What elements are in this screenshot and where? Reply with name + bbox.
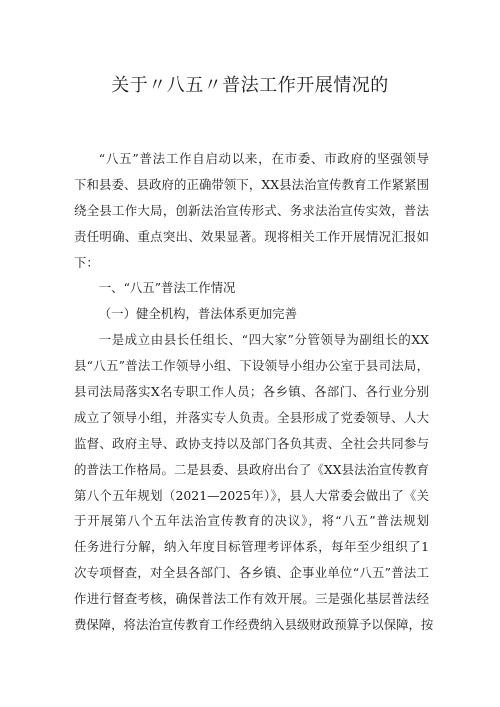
- body-line: 县“八五”普法工作领导小组、下设领导小组办公室于县司法局，: [74, 358, 429, 374]
- body-line: 于开展第八个五年法治宣传教育的决议》，将“八五”普法规划: [74, 513, 429, 529]
- body-line: 成立了领导小组，并落实专人负责。全县形成了党委领导、人大: [74, 409, 429, 425]
- body-line: 监督、政府主导、政协支持以及部门各负其责、全社会共同参与: [74, 435, 429, 451]
- body-line: 第八个五年规划（2021—2025年）》，县人大常委会做出了《关: [74, 487, 429, 503]
- body-line: （一）健全机构，普法体系更加完善: [98, 306, 298, 322]
- body-line: 下：: [74, 254, 99, 270]
- body-line: 作进行督查考核，确保普法工作有效开展。三是强化基层普法经: [74, 591, 429, 607]
- body-line: “八五”普法工作自启动以来，在市委、市政府的坚强领导: [98, 151, 429, 166]
- body-line: 一、“八五”普法工作情况: [98, 280, 236, 296]
- body-line: 县司法局落实X名专职工作人员；各乡镇、各部门、各行业分别: [74, 384, 429, 400]
- body-line: 费保障，将法治宣传教育工作经费纳入县级财政预算予以保障，按: [74, 617, 434, 633]
- body-line: 绕全县工作大局，创新法治宣传形式、务求法治宣传实效，普法: [74, 202, 429, 218]
- body-line: 下和县委、县政府的正确带领下，XX县法治宣传教育工作紧紧围: [74, 176, 429, 192]
- body-line: 次专项督查，对全县各部门、各乡镇、企事业单位“八五”普法工: [74, 565, 429, 581]
- body-line: 任务进行分解，纳入年度目标管理考评体系，每年至少组织了1: [74, 539, 429, 555]
- document-body: [74, 146, 434, 638]
- body-line: 的普法工作格局。二是县委、县政府出台了《XX县法治宣传教育: [74, 461, 429, 477]
- body-line: 一是成立由县长任组长、“四大家”分管领导为副组长的XX: [98, 332, 429, 348]
- document-title: 关于〃八五〃普法工作开展情况的: [111, 75, 389, 96]
- body-line: 责任明确、重点突出、效果显著。现将相关工作开展情况汇报如: [74, 228, 429, 244]
